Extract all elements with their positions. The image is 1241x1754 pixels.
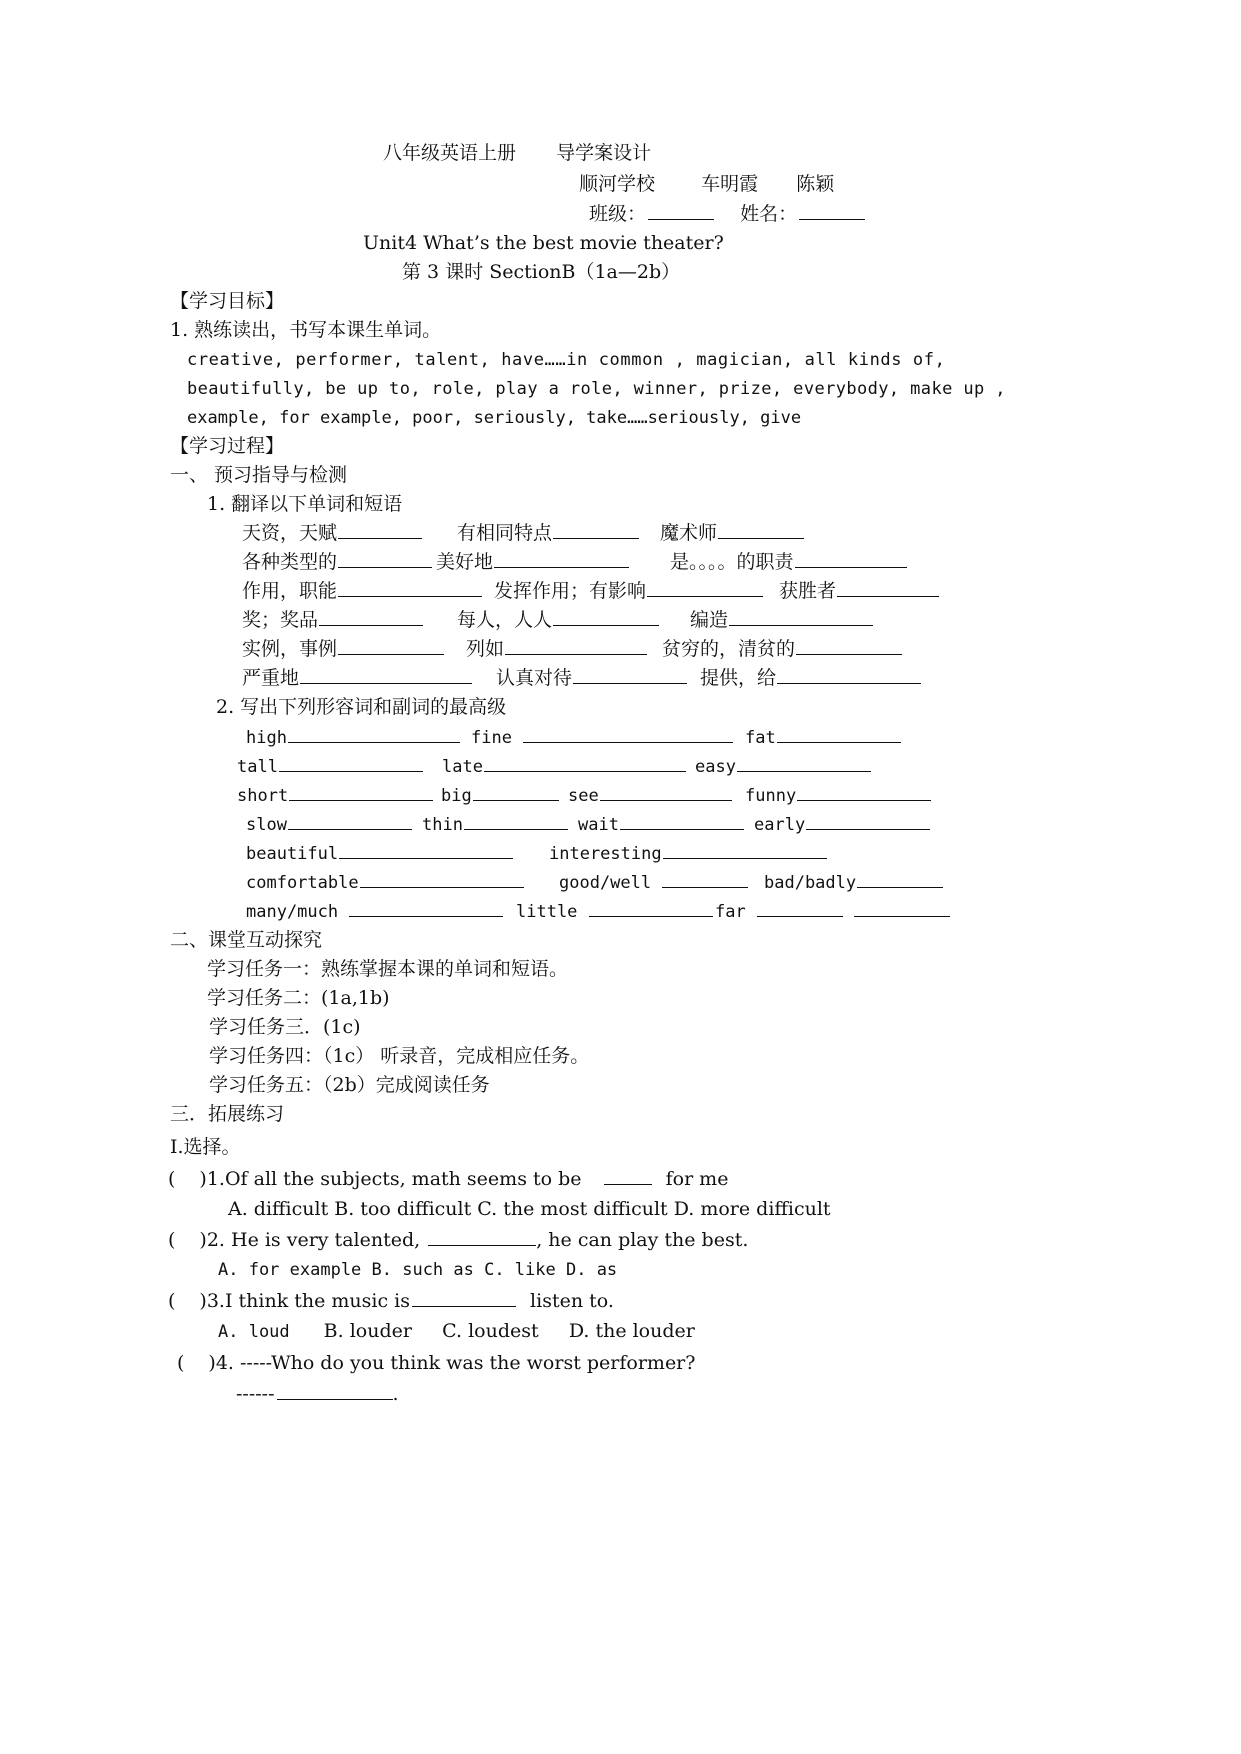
answer-blank[interactable] — [854, 898, 950, 917]
adjective-item: slow — [246, 811, 412, 838]
answer-blank[interactable] — [339, 840, 513, 859]
adjective-item: comfortable — [246, 869, 524, 896]
adjective-item: fine — [471, 724, 733, 751]
answer-blank[interactable] — [777, 665, 921, 684]
answer-blank[interactable] — [338, 636, 444, 655]
answer-blank[interactable] — [428, 1227, 536, 1246]
lesson-title: 第 3 课时 SectionB（1a—2b） — [402, 261, 681, 283]
part-1-heading: I.选择。 — [170, 1136, 241, 1158]
translate-item: 美好地 — [436, 549, 629, 575]
answer-blank[interactable] — [464, 811, 568, 830]
answer-blank[interactable] — [279, 753, 423, 772]
adjective-item: short — [237, 782, 433, 809]
answer-blank[interactable] — [360, 869, 524, 888]
goals-item-1: 1. 熟练读出，书写本课生单词。 — [170, 319, 442, 341]
answer-blank[interactable] — [553, 607, 659, 626]
goals-heading: 【学习目标】 — [170, 290, 285, 312]
answer-blank[interactable] — [412, 1288, 516, 1307]
translate-item: 天资，天赋 — [242, 520, 422, 546]
adjective-item: easy — [695, 753, 871, 780]
task-item: 学习任务一：熟练掌握本课的单词和短语。 — [207, 958, 569, 980]
translate-item: 获胜者 — [779, 578, 939, 604]
section-2-heading: 二、课堂互动探究 — [170, 929, 323, 951]
answer-blank[interactable] — [663, 840, 827, 859]
doc-title-left: 八年级英语上册 — [383, 142, 517, 164]
answer-slot[interactable] — [177, 1167, 199, 1185]
translate-item: 奖；奖品 — [242, 607, 423, 633]
adjective-item: good/well — [559, 869, 748, 896]
translate-item: 作用，职能 — [242, 578, 482, 604]
doc-title — [383, 140, 651, 166]
answer-blank[interactable] — [338, 549, 432, 568]
answer-blank[interactable] — [718, 520, 804, 539]
question-2-options: A. for example B. such as C. like D. as — [218, 1260, 618, 1280]
adjective-item: see — [568, 782, 732, 809]
answer-blank[interactable] — [589, 898, 713, 917]
process-heading: 【学习过程】 — [170, 435, 285, 457]
answer-blank[interactable] — [289, 782, 433, 801]
answer-blank[interactable] — [300, 665, 472, 684]
question-4: ( )4. -----Who do you think was the worst performer? — [177, 1352, 696, 1374]
adjective-item: high — [246, 724, 460, 751]
subsection-superlatives: 2. 写出下列形容词和副词的最高级 — [216, 696, 507, 718]
adjective-item: beautiful — [246, 840, 513, 867]
translate-item: 各种类型的 — [242, 549, 432, 575]
class-blank[interactable] — [648, 201, 714, 220]
answer-blank[interactable] — [777, 724, 901, 743]
answer-blank[interactable] — [338, 520, 422, 539]
question-3: ( )3.I think the music is listen to. — [168, 1290, 614, 1312]
adjective-item: big — [441, 782, 559, 809]
name-label: 姓名： — [740, 203, 798, 225]
adjective-item: fat — [745, 724, 901, 751]
answer-blank[interactable] — [737, 753, 871, 772]
answer-blank[interactable] — [277, 1381, 393, 1400]
vocab-line-3: example, for example, poor, seriously, take……seriously, give — [187, 408, 802, 428]
translate-item: 实例，事例 — [242, 636, 444, 662]
answer-slot[interactable] — [186, 1351, 208, 1369]
answer-blank[interactable] — [288, 724, 460, 743]
answer-blank[interactable] — [600, 782, 732, 801]
answer-blank[interactable] — [338, 578, 482, 597]
task-item: 学习任务五：（2b）完成阅读任务 — [209, 1074, 490, 1096]
answer-blank[interactable] — [837, 578, 939, 597]
task-item: 学习任务二：(1a,1b) — [207, 987, 390, 1009]
answer-slot[interactable] — [177, 1228, 199, 1246]
adjective-item: interesting — [549, 840, 827, 867]
question-1-options: A. difficult B. too difficult C. the most difficult D. more difficult — [228, 1198, 831, 1220]
answer-blank[interactable] — [484, 753, 686, 772]
answer-blank[interactable] — [473, 782, 559, 801]
adjective-item: thin — [422, 811, 568, 838]
vocab-line-2: beautifully, be up to, role, play a role, winner, prize, everybody, make up , — [187, 379, 1006, 399]
answer-blank[interactable] — [857, 869, 943, 888]
answer-slot[interactable] — [177, 1289, 199, 1307]
translate-item: 提供，给 — [700, 665, 921, 691]
answer-blank[interactable] — [806, 811, 930, 830]
translate-item: 魔术师 — [660, 520, 804, 546]
section-1-heading: 一、 预习指导与检测 — [170, 464, 348, 486]
adjective-item: wait — [578, 811, 744, 838]
answer-blank[interactable] — [288, 811, 412, 830]
question-1: ( )1.Of all the subjects, math seems to be for me — [168, 1168, 729, 1190]
author-1: 车明霞 — [701, 173, 759, 195]
doc-title-right: 导学案设计 — [556, 142, 652, 164]
answer-blank[interactable] — [620, 811, 744, 830]
vocab-line-1: creative, performer, talent, have……in common , magician, all kinds of, — [187, 350, 946, 370]
translate-item: 每人，人人 — [457, 607, 659, 633]
adjective-item: tall — [237, 753, 423, 780]
translate-item: 发挥作用；有影响 — [494, 578, 763, 604]
answer-blank[interactable] — [349, 898, 503, 917]
answer-blank[interactable] — [796, 636, 902, 655]
answer-blank[interactable] — [523, 724, 733, 743]
answer-blank[interactable] — [319, 607, 423, 626]
answer-blank[interactable] — [647, 578, 763, 597]
answer-blank[interactable] — [757, 898, 843, 917]
translate-item: 有相同特点 — [457, 520, 639, 546]
question-3-options: A. loud B. louder C. loudest D. the louder — [218, 1320, 695, 1342]
translate-item: 是。。。。的职责 — [670, 549, 907, 575]
task-item: 学习任务四：（1c） 听录音，完成相应任务。 — [209, 1045, 590, 1067]
author-2: 陈颖 — [796, 173, 835, 195]
student-info-line — [589, 201, 865, 227]
translate-item: 贫穷的，清贫的 — [662, 636, 902, 662]
answer-blank[interactable] — [573, 665, 687, 684]
translate-item: 列如 — [466, 636, 647, 662]
name-blank[interactable] — [799, 201, 865, 220]
answer-blank[interactable] — [795, 549, 907, 568]
adjective-item: far — [715, 898, 950, 925]
task-item: 学习任务三．(1c) — [209, 1016, 361, 1038]
translate-item: 认真对待 — [496, 665, 687, 691]
school-name: 顺河学校 — [579, 173, 656, 195]
answer-blank[interactable] — [604, 1166, 652, 1185]
answer-blank[interactable] — [797, 782, 931, 801]
answer-blank[interactable] — [729, 607, 873, 626]
section-3-heading: 三．拓展练习 — [170, 1103, 285, 1125]
class-label: 班级： — [589, 203, 647, 225]
question-2: ( )2. He is very talented, , he can play the best. — [168, 1229, 749, 1251]
answer-blank[interactable] — [494, 549, 629, 568]
adjective-item: funny — [745, 782, 931, 809]
question-4-answer: ------ . — [236, 1383, 399, 1405]
adjective-item: many/much — [246, 898, 503, 925]
adjective-item: bad/badly — [764, 869, 943, 896]
adjective-item: late — [442, 753, 686, 780]
subsection-translate: 1. 翻译以下单词和短语 — [207, 493, 403, 515]
answer-blank[interactable] — [553, 520, 639, 539]
answer-blank[interactable] — [662, 869, 748, 888]
adjective-item: little — [516, 898, 713, 925]
adjective-item: early — [754, 811, 930, 838]
translate-item: 严重地 — [242, 665, 472, 691]
unit-title: Unit4 What’s the best movie theater? — [363, 232, 724, 254]
translate-item: 编造 — [690, 607, 873, 633]
author-line — [579, 171, 834, 197]
answer-blank[interactable] — [505, 636, 647, 655]
